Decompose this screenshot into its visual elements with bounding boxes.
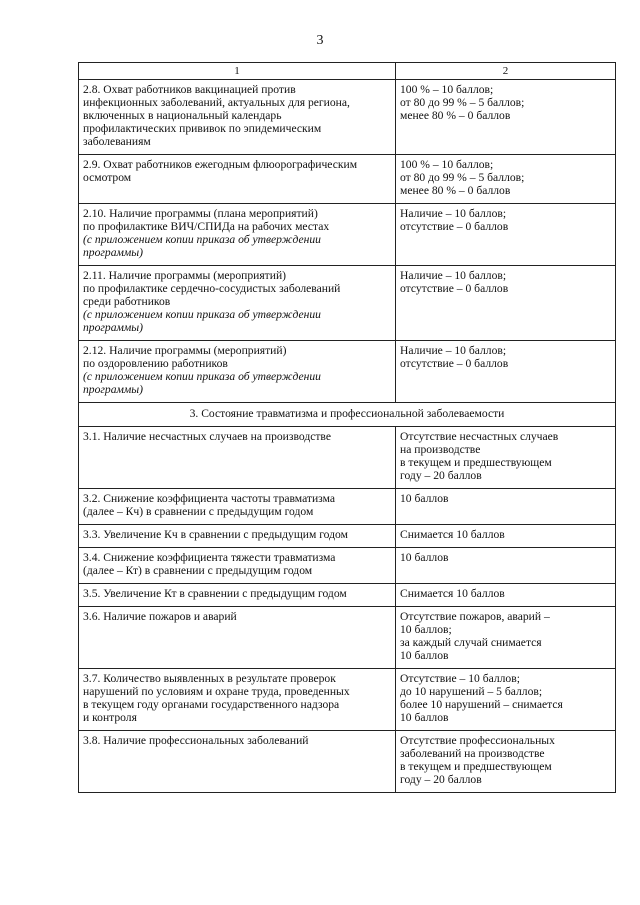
criterion-text: 2.9. Охват работников ежегодным флюорографическим — [83, 158, 358, 171]
criterion-text: 3.3. Увеличение Кч в сравнении с предыдущим годом — [83, 528, 348, 541]
criterion-cell — [79, 155, 396, 204]
column-header-criterion: 1 — [79, 63, 396, 80]
score-text: 10 баллов — [400, 649, 449, 662]
table-row — [79, 731, 616, 793]
score-cell — [396, 80, 616, 155]
criterion-cell — [79, 548, 396, 584]
score-text: 100 % – 10 баллов; — [400, 158, 494, 171]
criterion-text: (далее – Кч) в сравнении с предыдущим годом — [83, 505, 314, 518]
score-text: Отсутствие профессиональных — [400, 734, 555, 747]
table-row — [79, 155, 616, 204]
criterion-text: 3.1. Наличие несчастных случаев на производстве — [83, 430, 331, 443]
section-title: 3. Состояние травматизма и профессиональной заболеваемости — [79, 403, 616, 427]
score-text: Наличие – 10 баллов; — [400, 207, 507, 220]
score-cell — [396, 525, 616, 548]
score-text: Наличие – 10 баллов; — [400, 269, 507, 282]
criterion-text: включенных в национальный календарь — [83, 109, 282, 122]
table-row — [79, 80, 616, 155]
criterion-text: по профилактике ВИЧ/СПИДа на рабочих местах — [83, 220, 330, 233]
criterion-text: заболеваниям — [83, 135, 151, 148]
criterion-text: 2.8. Охват работников вакцинацией против — [83, 83, 296, 96]
criterion-text: нарушений по условиям и охране труда, проведенных — [83, 685, 350, 698]
score-text: в текущем и предшествующем — [400, 760, 552, 773]
score-text: 10 баллов — [400, 551, 449, 564]
criterion-text: 3.8. Наличие профессиональных заболеваний — [83, 734, 309, 747]
criteria-table — [78, 62, 616, 793]
score-cell — [396, 155, 616, 204]
criterion-note: (с приложением копии приказа об утверждении — [83, 308, 321, 321]
criterion-note: (с приложением копии приказа об утверждении — [83, 370, 321, 383]
criterion-cell — [79, 341, 396, 403]
criterion-text: и контроля — [83, 711, 137, 724]
score-text: 10 баллов — [400, 492, 449, 505]
score-cell — [396, 204, 616, 266]
column-header-score: 2 — [396, 63, 616, 80]
criterion-text: (далее – Кт) в сравнении с предыдущим годом — [83, 564, 313, 577]
criterion-cell — [79, 266, 396, 341]
score-text: заболеваний на производстве — [400, 747, 545, 760]
criteria-table-body — [79, 63, 616, 793]
score-cell — [396, 266, 616, 341]
score-text: Снимается 10 баллов — [400, 528, 505, 541]
criterion-cell — [79, 731, 396, 793]
table-row — [79, 548, 616, 584]
criterion-text: 3.6. Наличие пожаров и аварий — [83, 610, 237, 623]
score-text: до 10 нарушений – 5 баллов; — [400, 685, 543, 698]
score-text: году – 20 баллов — [400, 773, 482, 786]
criterion-note: программы) — [83, 246, 144, 259]
table-row — [79, 427, 616, 489]
score-text: в текущем и предшествующем — [400, 456, 552, 469]
score-text: 100 % – 10 баллов; — [400, 83, 494, 96]
criterion-text: 2.12. Наличие программы (мероприятий) — [83, 344, 287, 357]
criterion-cell — [79, 489, 396, 525]
criterion-cell — [79, 427, 396, 489]
score-text: Отсутствие – 10 баллов; — [400, 672, 520, 685]
page-number: 3 — [316, 33, 324, 48]
score-text: отсутствие – 0 баллов — [400, 357, 509, 370]
score-text: отсутствие – 0 баллов — [400, 282, 509, 295]
table-row — [79, 525, 616, 548]
criterion-cell — [79, 80, 396, 155]
table-row — [79, 266, 616, 341]
score-cell — [396, 548, 616, 584]
criterion-note: (с приложением копии приказа об утверждении — [83, 233, 321, 246]
score-text: отсутствие – 0 баллов — [400, 220, 509, 233]
section-header-row — [79, 403, 616, 427]
criterion-text: 2.10. Наличие программы (плана мероприятий) — [83, 207, 318, 220]
score-cell — [396, 341, 616, 403]
table-row — [79, 341, 616, 403]
table-row — [79, 204, 616, 266]
table-row — [79, 607, 616, 669]
score-text: на производстве — [400, 443, 481, 456]
table-row — [79, 669, 616, 731]
criterion-note: программы) — [83, 321, 144, 334]
table-row — [79, 584, 616, 607]
criterion-text: 3.2. Снижение коэффициента частоты травматизма — [83, 492, 336, 505]
table-header-row — [79, 63, 616, 80]
criterion-note: программы) — [83, 383, 144, 396]
criterion-text: 3.7. Количество выявленных в результате проверок — [83, 672, 336, 685]
criterion-cell — [79, 607, 396, 669]
criterion-text: 2.11. Наличие программы (мероприятий) — [83, 269, 287, 282]
score-text: 10 баллов; — [400, 623, 452, 636]
criterion-text: осмотром — [83, 171, 132, 184]
criterion-text: среди работников — [83, 295, 171, 308]
score-cell — [396, 427, 616, 489]
score-cell — [396, 584, 616, 607]
score-text: Снимается 10 баллов — [400, 587, 505, 600]
score-text: Отсутствие пожаров, аварий – — [400, 610, 550, 623]
criterion-cell — [79, 204, 396, 266]
score-text: 10 баллов — [400, 711, 449, 724]
score-cell — [396, 607, 616, 669]
score-text: менее 80 % – 0 баллов — [400, 184, 511, 197]
score-text: менее 80 % – 0 баллов — [400, 109, 511, 122]
score-cell — [396, 489, 616, 525]
criterion-text: по профилактике сердечно-сосудистых заболеваний — [83, 282, 341, 295]
criterion-text: по оздоровлению работников — [83, 357, 228, 370]
criterion-text: инфекционных заболеваний, актуальных для региона, — [83, 96, 350, 109]
score-text: более 10 нарушений – снимается — [400, 698, 563, 711]
criterion-cell — [79, 584, 396, 607]
criterion-text: 3.5. Увеличение Кт в сравнении с предыдущим годом — [83, 587, 347, 600]
score-text: Отсутствие несчастных случаев — [400, 430, 559, 443]
criterion-cell — [79, 669, 396, 731]
table-row — [79, 489, 616, 525]
score-cell — [396, 669, 616, 731]
score-text: Наличие – 10 баллов; — [400, 344, 507, 357]
score-text: за каждый случай снимается — [400, 636, 542, 649]
criterion-text: профилактических прививок по эпидемическим — [83, 122, 322, 135]
score-text: от 80 до 99 % – 5 баллов; — [400, 96, 525, 109]
score-text: от 80 до 99 % – 5 баллов; — [400, 171, 525, 184]
criterion-text: 3.4. Снижение коэффициента тяжести травматизма — [83, 551, 336, 564]
criterion-text: в текущем году органами государственного надзора — [83, 698, 340, 711]
score-text: году – 20 баллов — [400, 469, 482, 482]
score-cell — [396, 731, 616, 793]
criterion-cell — [79, 525, 396, 548]
